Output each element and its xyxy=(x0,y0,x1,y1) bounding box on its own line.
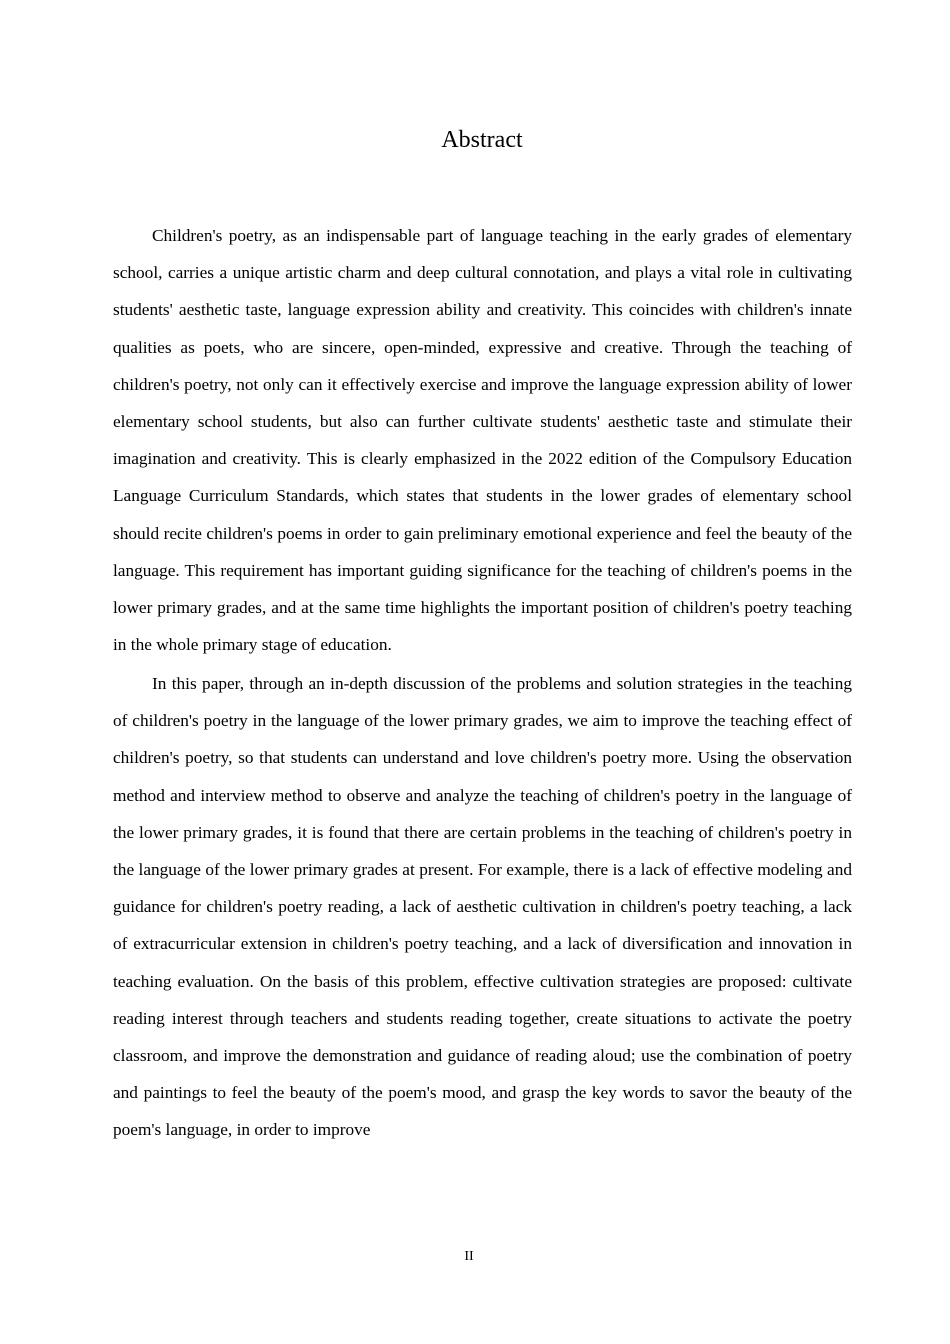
page-number: II xyxy=(464,1249,474,1264)
page-title: Abstract xyxy=(441,127,523,153)
abstract-paragraph-1: Children's poetry, as an indispensable part of language teaching in the early grades of elementary school, carries a unique artistic charm and deep cultural connotation, and plays a vital role in cultivating students' aesthetic taste, language expression ability and creativity. This coincides with children's innate qualities as poets, who are sincere, open-minded, expressive and creative. Through the teaching of children's poetry, not only can it effectively exercise and improve the language expression ability of lower elementary school students, but also can further cultivate students' aesthetic taste and stimulate their imagination and creativity. This is clearly emphasized in the 2022 edition of the Compulsory Education Language Curriculum Standards, which states that students in the lower grades of elementary school should recite children's poems in order to gain preliminary emotional experience and feel the beauty of the language. This requirement has important guiding significance for the teaching of children's poems in the lower primary grades, and at the same time highlights the important position of children's poetry teaching in the whole primary stage of education. xyxy=(113,226,852,655)
abstract-body xyxy=(113,217,852,1150)
abstract-paragraph-2: In this paper, through an in-depth discussion of the problems and solution strategies in the teaching of children's poetry in the language of the lower primary grades, we aim to improve the teaching effect of children's poetry, so that students can understand and love children's poetry more. Using the observation method and interview method to observe and analyze the teaching of children's poetry in the language of the lower primary grades, it is found that there are certain problems in the teaching of children's poetry in the language of the lower primary grades at present. For example, there is a lack of effective modeling and guidance for children's poetry reading, a lack of aesthetic cultivation in children's poetry teaching, a lack of extracurricular extension in children's poetry teaching, and a lack of diversification and innovation in teaching evaluation. On the basis of this problem, effective cultivation strategies are proposed: cultivate reading interest through teachers and students reading together, create situations to activate the poetry classroom, and improve the demonstration and guidance of reading aloud; use the combination of poetry and paintings to feel the beauty of the poem's mood, and grasp the key words to savor the beauty of the poem's language, in order to improve xyxy=(113,673,852,1140)
